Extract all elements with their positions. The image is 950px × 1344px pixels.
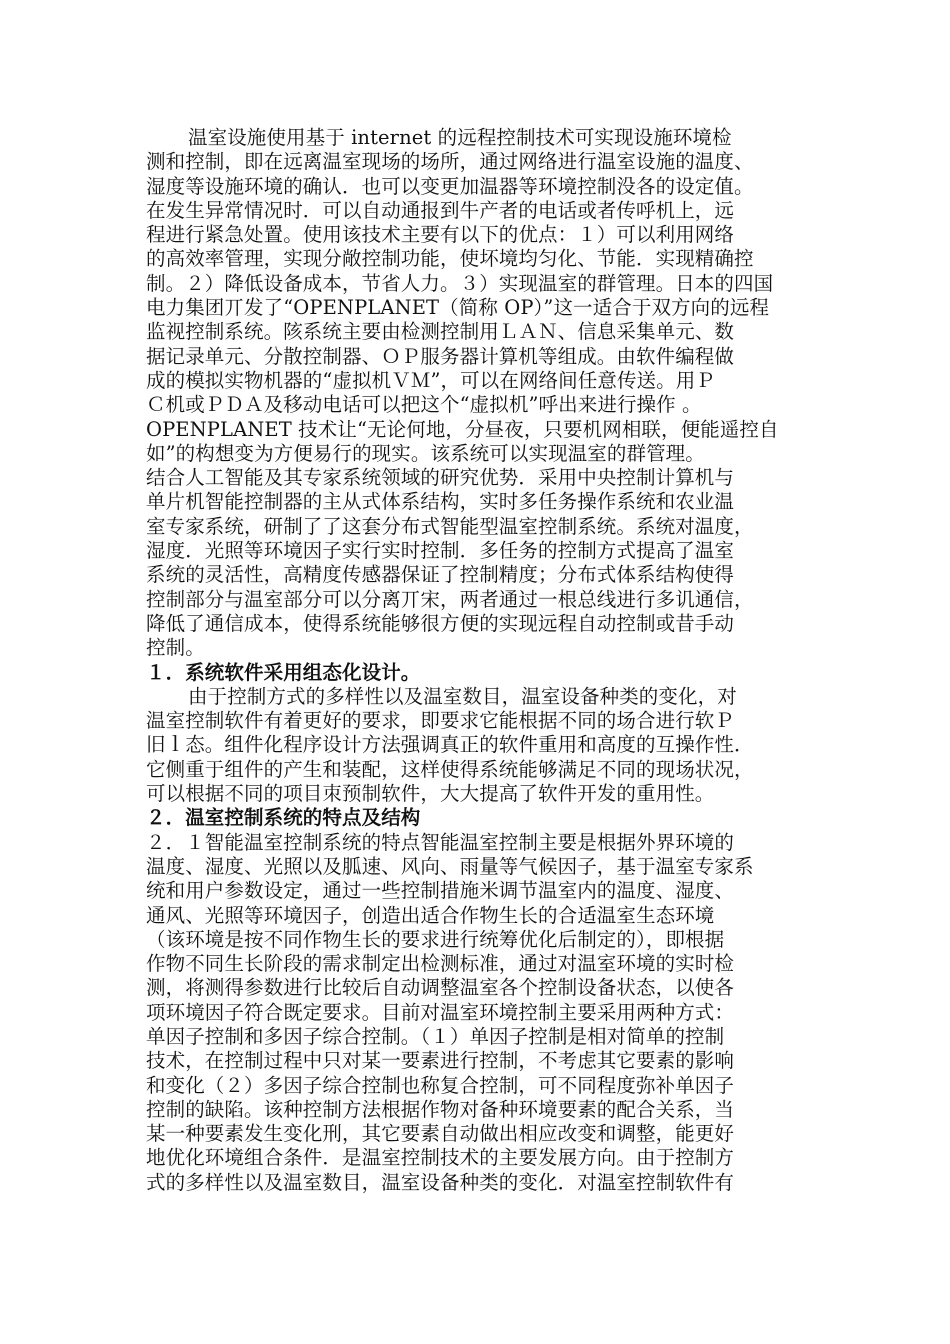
body-line: 湿度等设施环境的确认．也可以变更加温器等环境控制没各的设定值。 [146,174,754,198]
body-line: 测，将测得参数进行比较后自动调整温室各个控制设备状态，以使各 [146,976,735,1000]
body-line: 的高效率管理，实现分敞控制功能，使坏境均匀化、节能．实现精确控 [146,247,754,271]
document-page [146,126,814,1195]
body-line: 温度、湿度、光照以及胍速、风向、雨量等气候因子，基于温室专家系 [146,854,754,878]
body-line: 系统的灵活性，高精度传感器保证了控制精度；分布式体系结构使得 [146,563,735,587]
body-line: 监视控制系统。陔系统主要由检测控制用ＬＡＮ、信息采集单元、数 [146,320,735,344]
body-line: 技术，在控制过程中只对某一要素进行控制，不考虑其它要素的影响 [146,1049,735,1073]
body-line: 某一种要素发生变化刑，其它要素自动做出相应改变和调整，能更好 [146,1122,735,1146]
body-line: 统和用户参数设定，通过一些控制措施米调节温室内的温度、湿度、 [146,879,735,903]
body-line: （该环境是按不同作物生长的要求进行统筹优化后制定的），即根据 [146,927,725,951]
body-line: 控制的缺陷。该种控制方法根据作物对备种环境要素的配合关系，当 [146,1097,735,1121]
body-line: 项环境因子符合既定要求。目前对温室环境控制主要采用两种方式： [146,1000,735,1024]
body-line: 它侧重于组件的产生和装配，这样使得系统能够满足不同的现场状况， [146,757,754,781]
body-line: ２．１智能温室控制系统的特点智能温室控制主要是根据外界环境的 [146,830,735,854]
body-line: 据记录单元、分散控制器、ＯＰ服务器计算机等组成。由软件编程做 [146,344,735,368]
body-line: 旧ｌ态。组件化程序设计方法强调真正的软件重用和高度的互操作性． [146,733,754,757]
body-line: 单因子控制和多因子综合控制。（１）单因子控制是相对简单的控制 [146,1024,725,1048]
body-line: 单片机智能控制器的主从式体系结构，实时多任务操作系统和农业温 [146,490,735,514]
body-line: 式的多样性以及温室数目，温室设备种类的变化．对温室控制软件有 [146,1170,735,1194]
body-line: 可以根据不同的项目朿预制软件，大大提高了软件开发的重用性。 [146,782,715,806]
body-line: 室专家系统，研制了了这套分布式智能型温室控制系统。系统对温度， [146,514,754,538]
body-line: 降低了通信成本，使得系统能够很方便的实现远程自动控制或昔手动 [146,611,735,635]
body-line: 程进行紧急处置。使用该技术主要有以下的优点：１）可以利用网络 [146,223,735,247]
body-line: 控制。 [146,636,205,660]
body-line: Ｃ机或ＰＤＡ及移动电话可以把这个“虚拟机”呼出来进行操作 。 [146,393,702,417]
body-line: 温室控制软件有着更好的要求，即要求它能根据不同的场合进行软Ｐ [146,709,735,733]
body-line: 温室设施使用基于 internet 的远程控制技术可实现设施环境检 [188,126,732,149]
body-line: 地优化环境组合条件．是温室控制技术的主要发展方向。由于控制方 [146,1146,735,1170]
body-line: 湿度．光照等环境因子实行实时控制．多任务的控制方式提高了温室 [146,539,735,563]
body-line: 和变化（２）多因子综合控制也称复合控制，可不同程度弥补单因子 [146,1073,735,1097]
section-heading: １．系统软件采用组态化设计。 [146,660,421,684]
body-line: 由于控制方式的多样性以及温室数目，温室设备种类的变化，对 [188,684,737,708]
body-line: 在发生异常情况时．可以自动通报到牛产者的电话或者传呼机上，远 [146,198,735,222]
body-line: 控制部分与温室部分可以分离丌宋，两者通过一根总线进行多讥通信， [146,587,754,611]
body-line: 结合人工智能及其专家系统领域的研究优势．采用中央控制计算机与 [146,466,735,490]
section-heading: ２．温室控制系统的特点及结构 [146,806,421,830]
body-line: 通风、光照等环境因子，创造出适合作物生长的合适温室生态环境 [146,903,715,927]
body-line: OPENPLANET 技术让“无论何地，分昼夜，只要机网相联，便能遥控自 [146,417,779,441]
body-line: 制。２）降低设备成本，节省人力。３）实现温室的群管理。日本的四国 [146,271,774,295]
body-line: 测和控制，即在远离温室现场的场所，通过网络进行温室设施的温度、 [146,150,754,174]
body-line: 如”的构想变为方便易行的现实。该系统可以实现温室的群管理。 [146,441,705,465]
body-line: 电力集团丌发了“OPENPLANET（简称 OP）”这一适合于双方向的远程 [146,296,770,320]
body-line: 作物不同生长阶段的需求制定出检测标准，通过对温室环境的实时检 [146,952,735,976]
body-line: 成的模拟实物机器的“虚拟机ＶＭ”，可以在网络间任意传送。用Ｐ [146,368,715,392]
